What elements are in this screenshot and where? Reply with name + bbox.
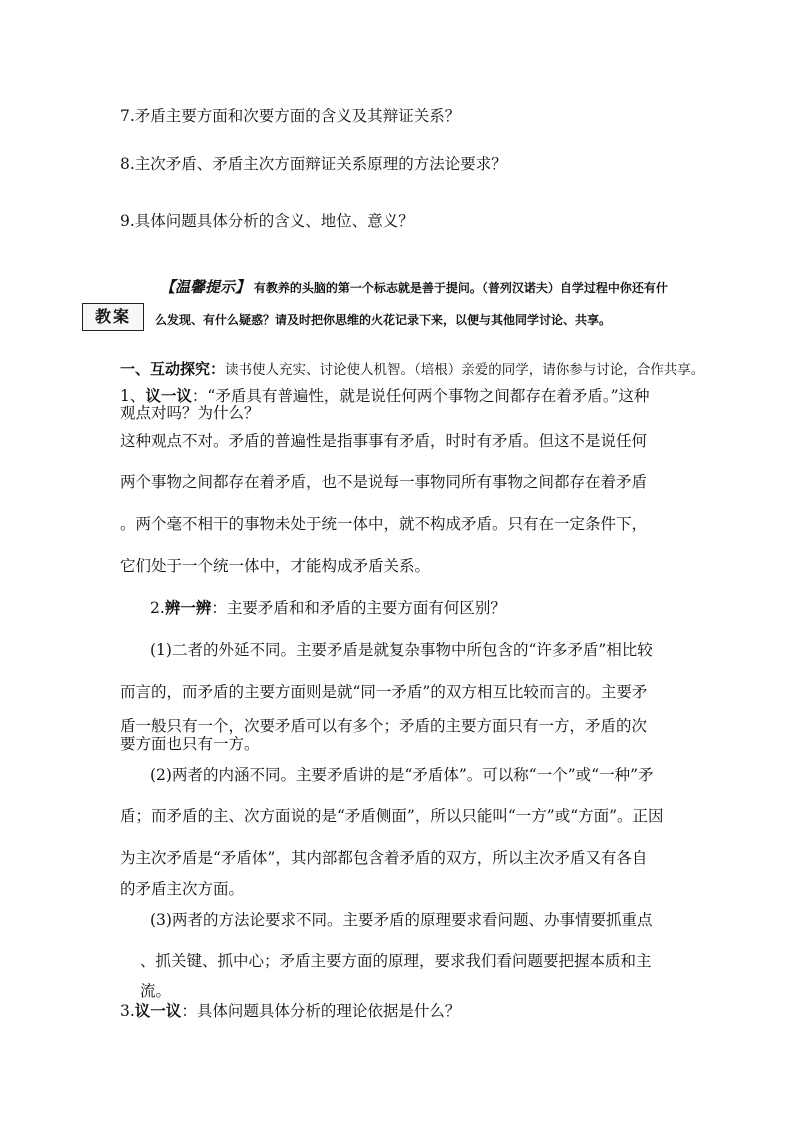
item2-point3-line2: 、抓关键、抓中心；矛盾主要方面的原理，要求我们看问题要把握本质和主	[140, 952, 652, 970]
item1-answer-line1: 这种观点不对。矛盾的普遍性是指事事有矛盾，时时有矛盾。但这不是说任何	[120, 432, 648, 450]
item3-question-text: ：具体问题具体分析的理论依据是什么？	[181, 1002, 461, 1020]
item3-number: 3.	[120, 1002, 135, 1020]
item1-question-text: ：“矛盾具有普遍性，就是说任何两个事物之间都存在着矛盾。”这种	[191, 387, 650, 405]
warm-tip-title: 【温馨提示】	[160, 278, 251, 296]
item2-point2-line1: (2)两者的内涵不同。主要矛盾讲的是“矛盾体”。可以称“一个”或“一种”矛	[150, 766, 654, 784]
item1-answer-line2: 两个事物之间都存在着矛盾，也不是说每一事物同所有事物之间都存在着矛盾	[120, 473, 648, 491]
item2-point3-line1: (3)两者的方法论要求不同。主要矛盾的原理要求看问题、办事情要抓重点	[150, 911, 653, 929]
question-8: 8.主次矛盾、矛盾主次方面辩证关系原理的方法论要求？	[120, 155, 507, 173]
item2-point3-line3: 流。	[140, 982, 172, 1000]
section-intro: 读书使人充实、讨论使人机智。（培根）亲爱的同学，请你参与讨论，合作共享。	[225, 362, 705, 378]
item2-point2-line3: 为主次矛盾是“矛盾体”，其内部都包含着矛盾的双方，所以主次矛盾又有各自	[120, 849, 648, 867]
item2-point1-line2: 而言的，而矛盾的主要方面则是就“同一矛盾”的双方相互比较而言的。主要矛	[120, 683, 648, 701]
item3-question	[120, 1001, 460, 1021]
item2-question	[150, 598, 506, 618]
item2-point1-line1: (1)二者的外延不同。主要矛盾是就复杂事物中所包含的“许多矛盾”相比较	[150, 641, 653, 659]
item1-answer-line3: 。两个毫不相干的事物未处于统一体中，就不构成矛盾。只有在一定条件下，	[120, 515, 648, 533]
question-9: 9.具体问题具体分析的含义、地位、意义？	[120, 212, 414, 230]
item1-question-line2: 观点对吗？为什么？	[120, 404, 260, 422]
item2-question-text: ：主要矛盾和和矛盾的主要方面有何区别？	[211, 599, 506, 617]
item1-label: 议一议	[145, 386, 192, 405]
question-7: 7.矛盾主要方面和次要方面的含义及其辩证关系？	[120, 107, 461, 125]
item1-answer-line4: 它们处于一个统一体中，才能构成矛盾关系。	[120, 557, 431, 575]
warm-tip	[160, 276, 668, 297]
section-heading-title: 一、互动探究：	[120, 360, 226, 378]
item1-number: 1、	[120, 387, 146, 405]
item2-number: 2.	[150, 599, 165, 617]
section-heading	[120, 358, 704, 379]
item2-point2-line2: 盾；而矛盾的主、次方面说的是“矛盾侧面”，所以只能叫“一方”或“方面”。正因	[120, 807, 664, 825]
item2-point1-line3: 盾一般只有一个，次要矛盾可以有多个；矛盾的主要方面只有一方，矛盾的次	[120, 717, 648, 735]
warm-tip-text-2: 么发现、有什么疑惑？请及时把你思维的火花记录下来，以便与其他同学讨论、共享。	[155, 313, 612, 327]
warm-tip-text-1: 有教养的头脑的第一个标志就是善于提问。（普列汉诺夫）自学过程中你还有什	[253, 281, 668, 295]
item2-label: 辨一辨	[164, 598, 212, 617]
item3-label: 议一议	[134, 1001, 182, 1020]
item2-point2-line4: 的矛盾主次方面。	[120, 880, 245, 898]
item2-point1-line4: 要方面也只有一方。	[120, 735, 260, 753]
lesson-plan-label: 教案	[82, 303, 144, 331]
